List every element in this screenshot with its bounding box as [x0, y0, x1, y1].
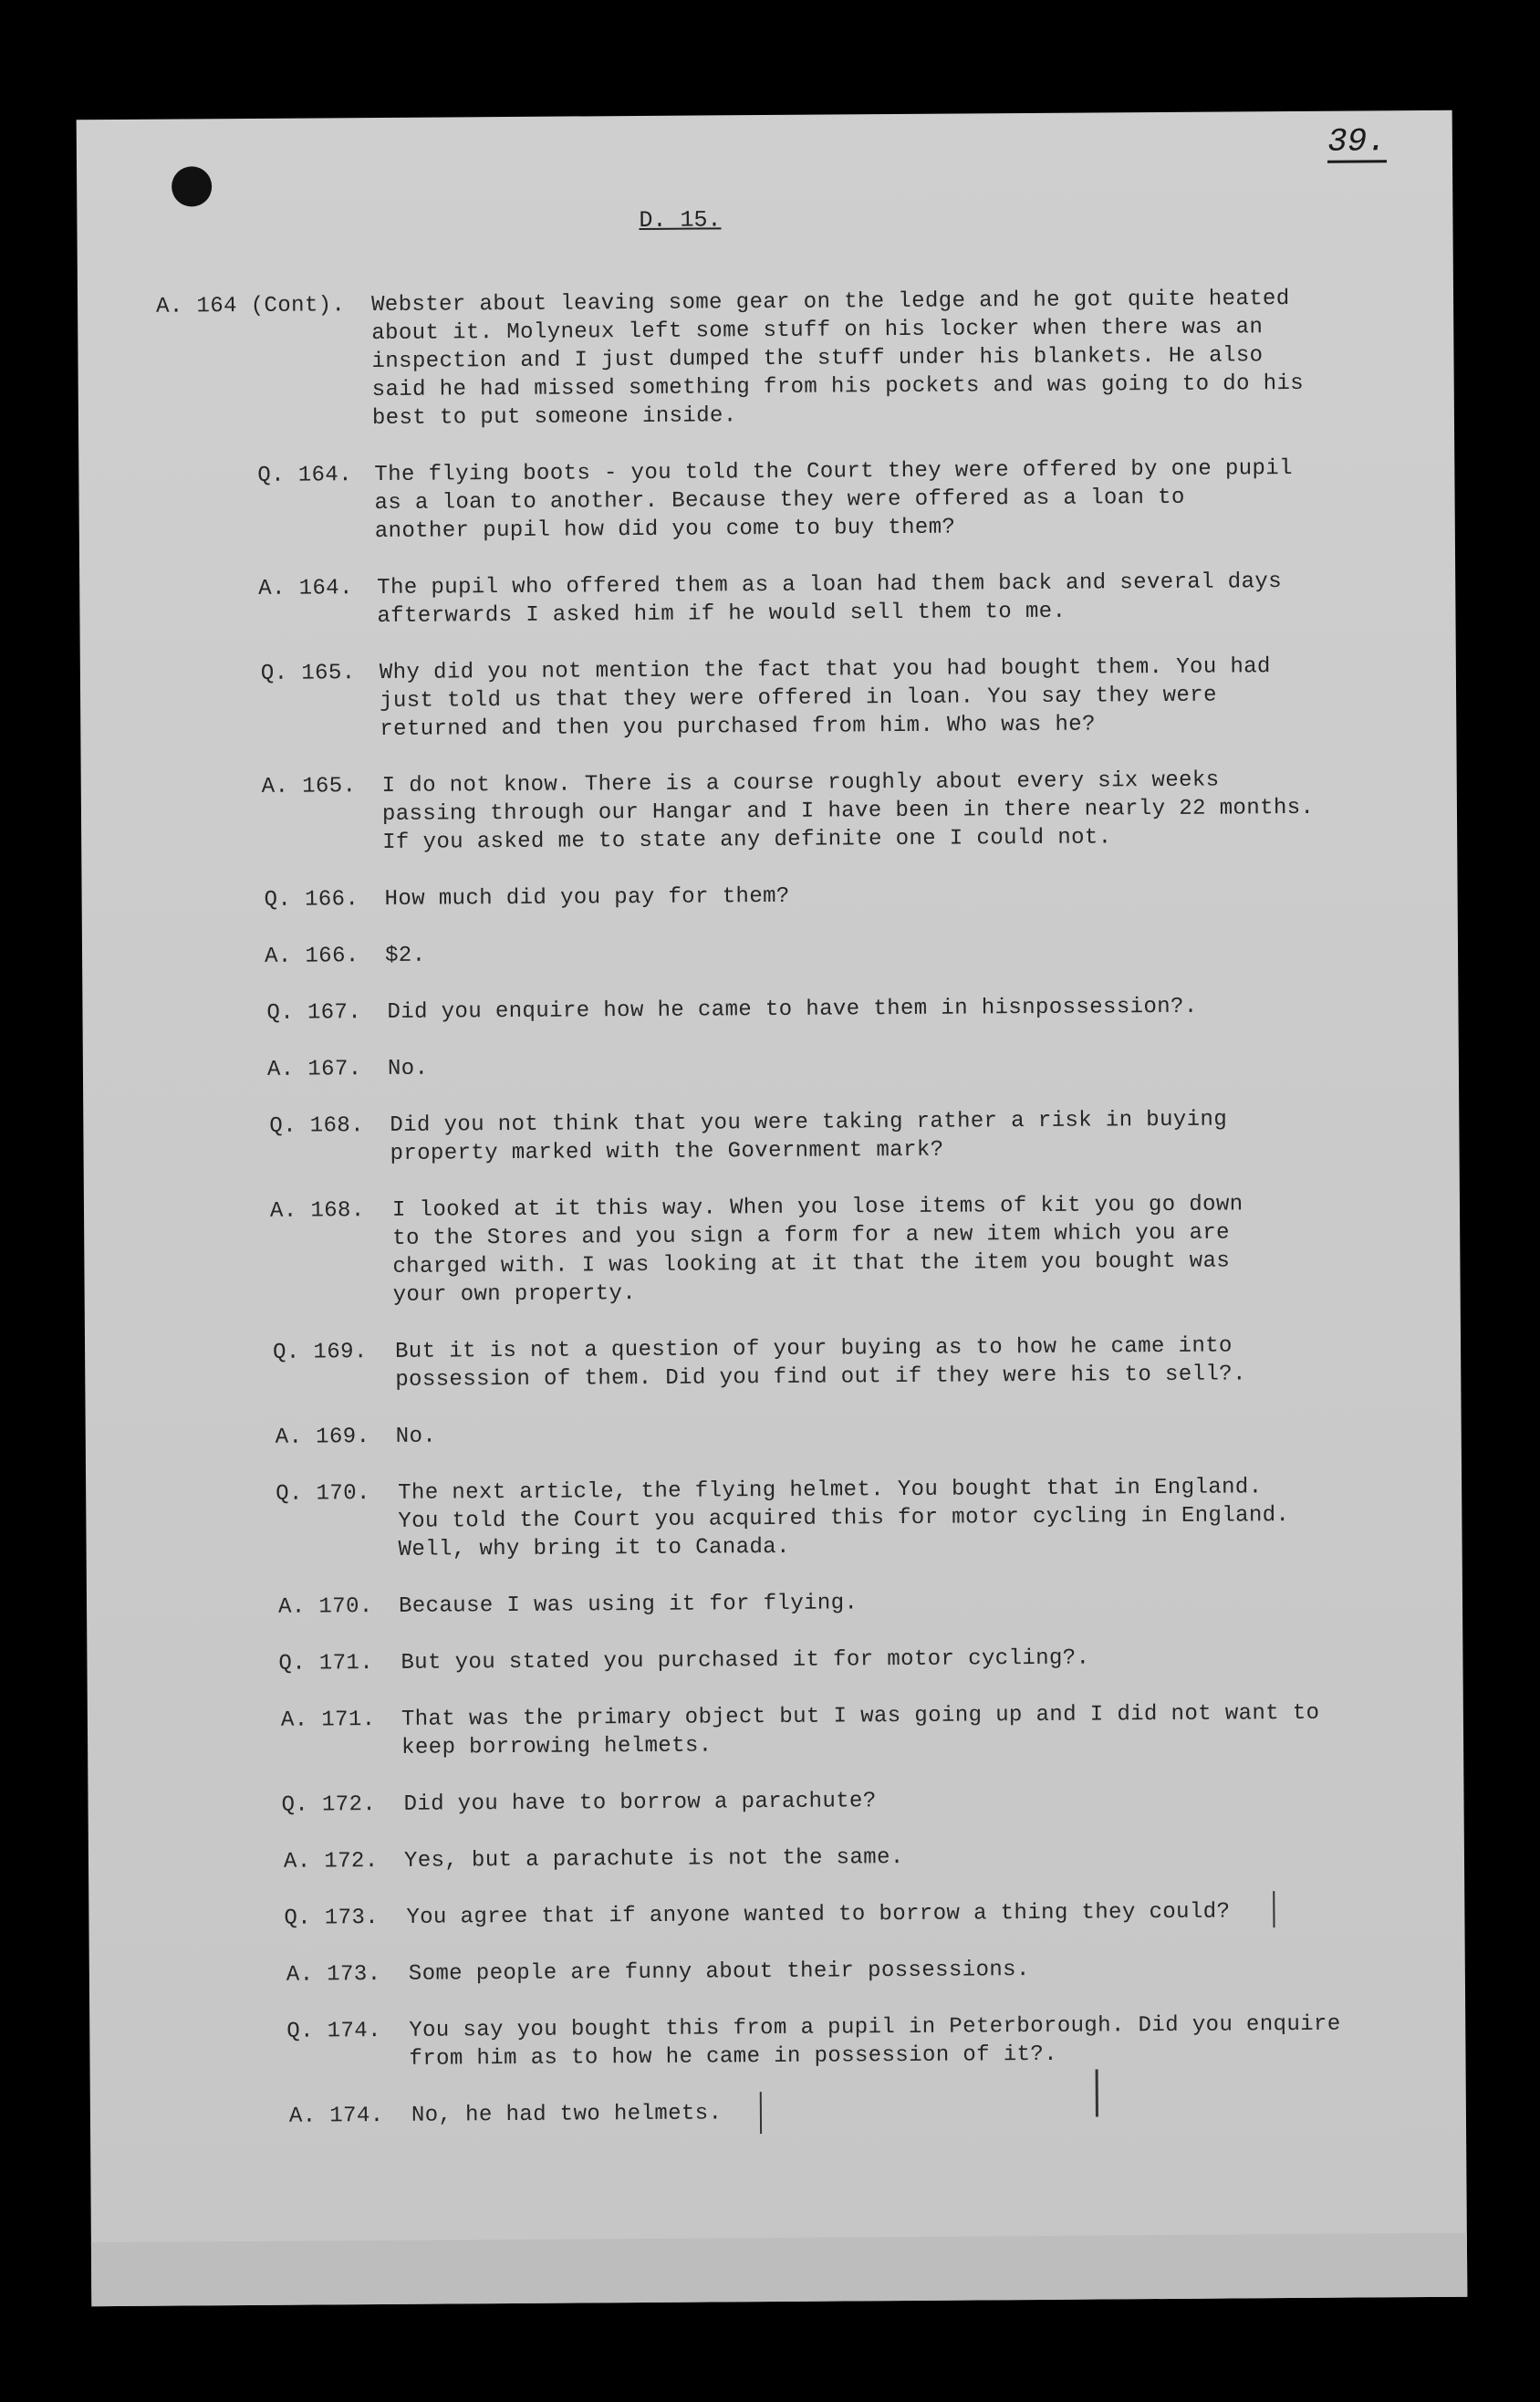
entry-label: A. 170.	[277, 1594, 373, 1620]
entry-text: How much did you pay for them?	[384, 883, 790, 912]
transcript-entry	[88, 1896, 1464, 1935]
transcript-entry	[83, 1048, 1459, 1086]
entry-label: A. 172.	[283, 1849, 379, 1875]
entry-text: No.	[395, 1424, 437, 1449]
entry-text: Because I was using it for flying.	[398, 1591, 858, 1619]
entry-text: Did you not think that you were taking rather a risk in buying property marked with the Government mark?	[390, 1107, 1228, 1166]
transcript-entry	[85, 1331, 1461, 1397]
entry-text: Some people are funny about their possessions.	[408, 1958, 1030, 1987]
entry-text: You agree that if anyone wanted to borrow a thing they could?	[406, 1899, 1231, 1930]
entry-text: I do not know. There is a course roughly about every six weeks passing through our Hangar and I have been in there nearly 22 months. If you asked me to state any definite one I could not.	[381, 768, 1315, 855]
entry-label: A. 174.	[288, 2103, 384, 2129]
scan-artifact-line	[1096, 2070, 1098, 2117]
entry-text: I looked at it this way. When you lose items of kit you go down to the Stores and you sign a form for a new item which you are charged with. I was looking at it that the item you bought was your own property.	[391, 1192, 1243, 1308]
entry-label: Q. 172.	[281, 1792, 377, 1818]
transcript-entry	[83, 1104, 1459, 1171]
transcript-entry	[89, 2010, 1465, 2076]
entry-label: Q. 169.	[272, 1340, 368, 1365]
transcript-entry	[82, 935, 1458, 973]
entry-label: Q. 167.	[266, 1000, 362, 1026]
transcript-entry	[84, 1189, 1461, 1312]
transcript-entry	[86, 1472, 1462, 1567]
entry-label: A. 166.	[264, 944, 359, 969]
entry-text: That was the primary object but I was going up and I did not want to keep borrowing helmets.	[401, 1700, 1320, 1760]
entry-label: A. 171.	[280, 1708, 376, 1733]
entry-label: Q. 166.	[264, 887, 359, 913]
entry-text: But it is not a question of your buying as to how he came into possession of them. Did you find out if they were his to sell?.	[394, 1333, 1246, 1393]
scan-artifact-line	[1273, 1891, 1275, 1927]
entry-label: A. 167.	[266, 1057, 362, 1082]
transcript-entry	[87, 1585, 1462, 1624]
entry-text: Webster about leaving some gear on the ledge and he got quite heated about it. Molyneux left some stuff on his locker when there was an inspection and I just dumped the stuff under his blankets. He also said he had missed something from his pockets and was going to do his best to put someone inside.	[370, 287, 1305, 432]
entry-text: But you stated you purchased it for motor cycling?.	[401, 1645, 1090, 1676]
transcript-entry	[86, 1415, 1462, 1454]
entry-label: A. 164.	[258, 576, 353, 601]
transcript-entry	[87, 1642, 1462, 1680]
scan-artifact-line	[760, 2092, 762, 2134]
entry-label: A. 169.	[275, 1425, 370, 1450]
entry-text: You say you bought this from a pupil in Peterborough. Did you enquire from him as to how he came in possession of it?.	[409, 2011, 1341, 2072]
entry-label: Q. 174.	[286, 2019, 382, 2044]
entry-text: No.	[387, 1056, 429, 1081]
scan-bottom-edge	[91, 2233, 1467, 2307]
transcript-entry	[89, 1953, 1465, 1991]
transcript-entry	[81, 765, 1458, 860]
document-page	[77, 110, 1468, 2306]
entry-text: No, he had two helmets.	[411, 2101, 723, 2128]
document-header: D. 15.	[639, 206, 722, 234]
entry-label: A. 165.	[261, 774, 357, 799]
transcript-entry	[88, 1698, 1463, 1765]
transcript-entry	[88, 1783, 1463, 1822]
entry-text: Yes, but a parachute is not the same.	[403, 1845, 904, 1874]
entry-label: Q. 168.	[269, 1113, 365, 1139]
transcript-entries	[78, 284, 1466, 2160]
entry-label: Q. 164.	[257, 463, 353, 488]
punch-hole	[172, 166, 212, 206]
transcript-entry	[82, 991, 1458, 1029]
entry-text: Did you have to borrow a parachute?	[403, 1789, 877, 1817]
entry-text: Why did you not mention the fact that you had bought them. You had just told us that they were offered in loan. You say they were returned and then you purchased from him. Who was he?	[379, 654, 1271, 742]
transcript-entry	[88, 1840, 1464, 1878]
entry-text: The next article, the flying helmet. You bought that in England. You told the Court you acquired this for motor cycling in England. Well, why bring it to Canada.	[398, 1475, 1290, 1562]
entry-label: A. 173.	[286, 1962, 381, 1988]
transcript-entry	[80, 652, 1457, 747]
entry-label: A. 164 (Cont).	[155, 293, 346, 319]
entry-label: Q. 165.	[260, 661, 356, 686]
entry-text: Did you enquire how he came to have them in hisnpossession?.	[387, 994, 1198, 1025]
transcript-entry	[90, 2094, 1466, 2133]
entry-text: The flying boots - you told the Court they were offered by one pupil as a loan to another. Because they were offered as a loan to another pupil how did you come to buy them?	[374, 455, 1294, 545]
entry-label: Q. 170.	[276, 1481, 370, 1507]
transcript-entry	[82, 878, 1458, 916]
transcript-entry	[78, 284, 1454, 435]
entry-text: $2.	[384, 943, 426, 968]
transcript-entry	[79, 567, 1455, 633]
entry-text: The pupil who offered them as a loan had them back and several days afterwards I asked him if he would sell them to me.	[377, 569, 1283, 630]
transcript-entry	[78, 454, 1455, 548]
entry-label: Q. 171.	[278, 1651, 374, 1676]
entry-label: A. 168.	[269, 1198, 365, 1224]
entry-label: Q. 173.	[284, 1906, 380, 1931]
page-number: 39.	[1327, 123, 1387, 162]
